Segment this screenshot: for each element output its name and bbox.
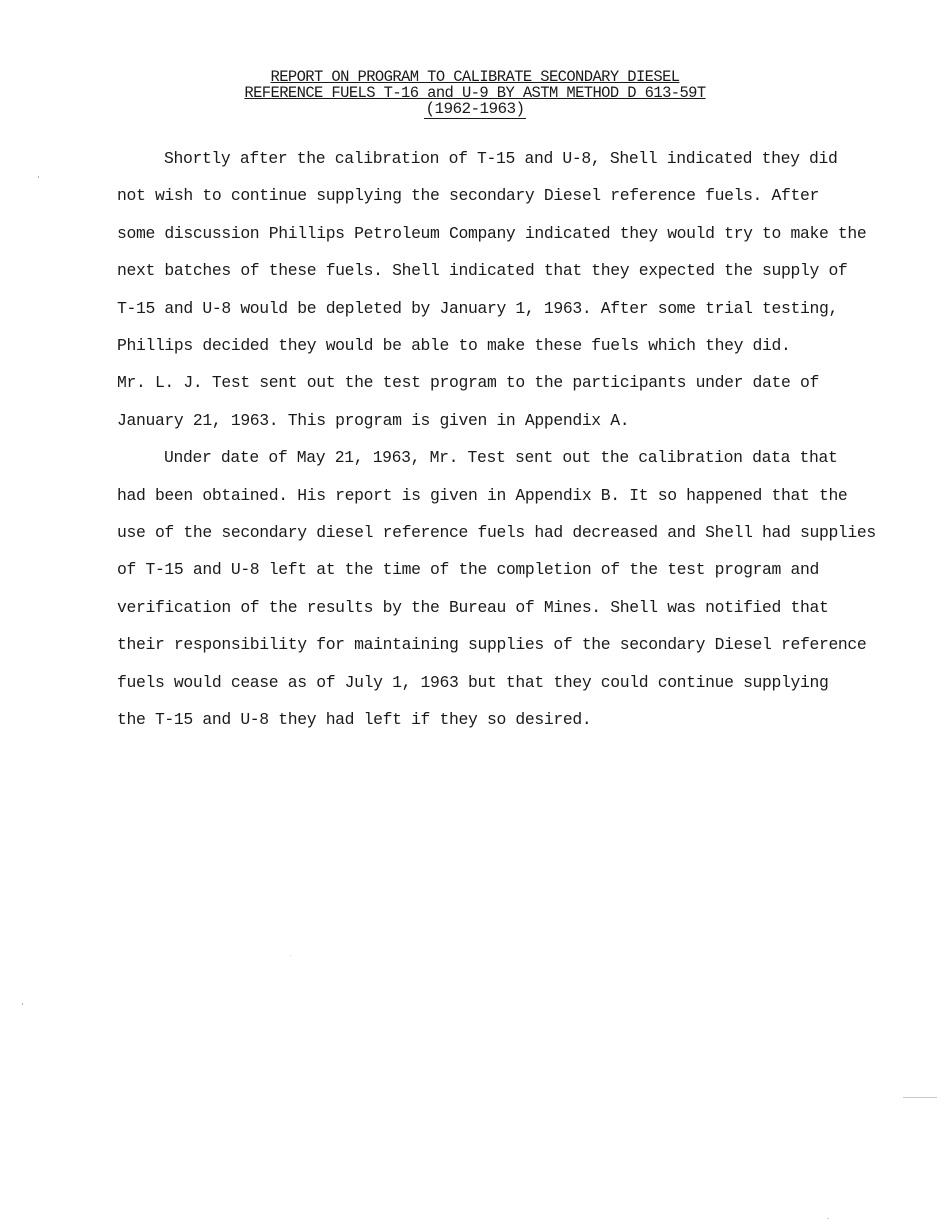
- paragraph-line: T-15 and U-8 would be depleted by January 1, 1963. After some trial testing,: [117, 298, 838, 318]
- paragraph-2: [117, 439, 877, 738]
- scan-speck: [22, 1003, 23, 1005]
- report-body: [117, 140, 877, 739]
- paragraph-line: next batches of these fuels. Shell indicated that they expected the supply of: [117, 261, 848, 281]
- paragraph-line: had been obtained. His report is given in Appendix B. It so happened that the: [117, 485, 848, 505]
- paragraph-line: Mr. L. J. Test sent out the test program to the participants under date of: [117, 373, 819, 393]
- paragraph-line: Shortly after the calibration of T-15 and U-8, Shell indicated they did: [164, 149, 838, 168]
- scan-speck: [290, 955, 291, 956]
- paragraph-line: of T-15 and U-8 left at the time of the completion of the test program and: [117, 560, 819, 580]
- paragraph-line: some discussion Phillips Petroleum Company indicated they would try to make the: [117, 223, 867, 243]
- title-years-text: (1962-1963): [425, 100, 525, 118]
- paragraph-line: verification of the results by the Bureau of Mines. Shell was notified that: [117, 597, 829, 617]
- paragraph-line: Under date of May 21, 1963, Mr. Test sent out the calibration data that: [164, 448, 838, 468]
- report-title: [0, 69, 950, 117]
- scan-speck: [38, 176, 39, 178]
- paragraph-1: [117, 140, 877, 439]
- title-line-2: REFERENCE FUELS T-16 and U-9 BY ASTM METHOD D 613-59T: [244, 84, 706, 102]
- title-years: [0, 101, 950, 117]
- paragraph-line: January 21, 1963. This program is given in Appendix A.: [117, 410, 630, 430]
- scan-speck: [903, 1097, 937, 1098]
- paragraph-line: Phillips decided they would be able to make these fuels which they did.: [117, 336, 791, 356]
- title-line-1: REPORT ON PROGRAM TO CALIBRATE SECONDARY DIESEL: [270, 68, 680, 86]
- paragraph-line: their responsibility for maintaining supplies of the secondary Diesel reference: [117, 635, 867, 655]
- paragraph-line: fuels would cease as of July 1, 1963 but that they could continue supplying: [117, 672, 829, 692]
- scan-speck: [827, 1218, 829, 1219]
- paragraph-line: use of the secondary diesel reference fuels had decreased and Shell had supplies: [117, 523, 876, 543]
- paragraph-line: not wish to continue supplying the secondary Diesel reference fuels. After: [117, 186, 819, 206]
- paragraph-line: the T-15 and U-8 they had left if they so desired.: [117, 710, 592, 730]
